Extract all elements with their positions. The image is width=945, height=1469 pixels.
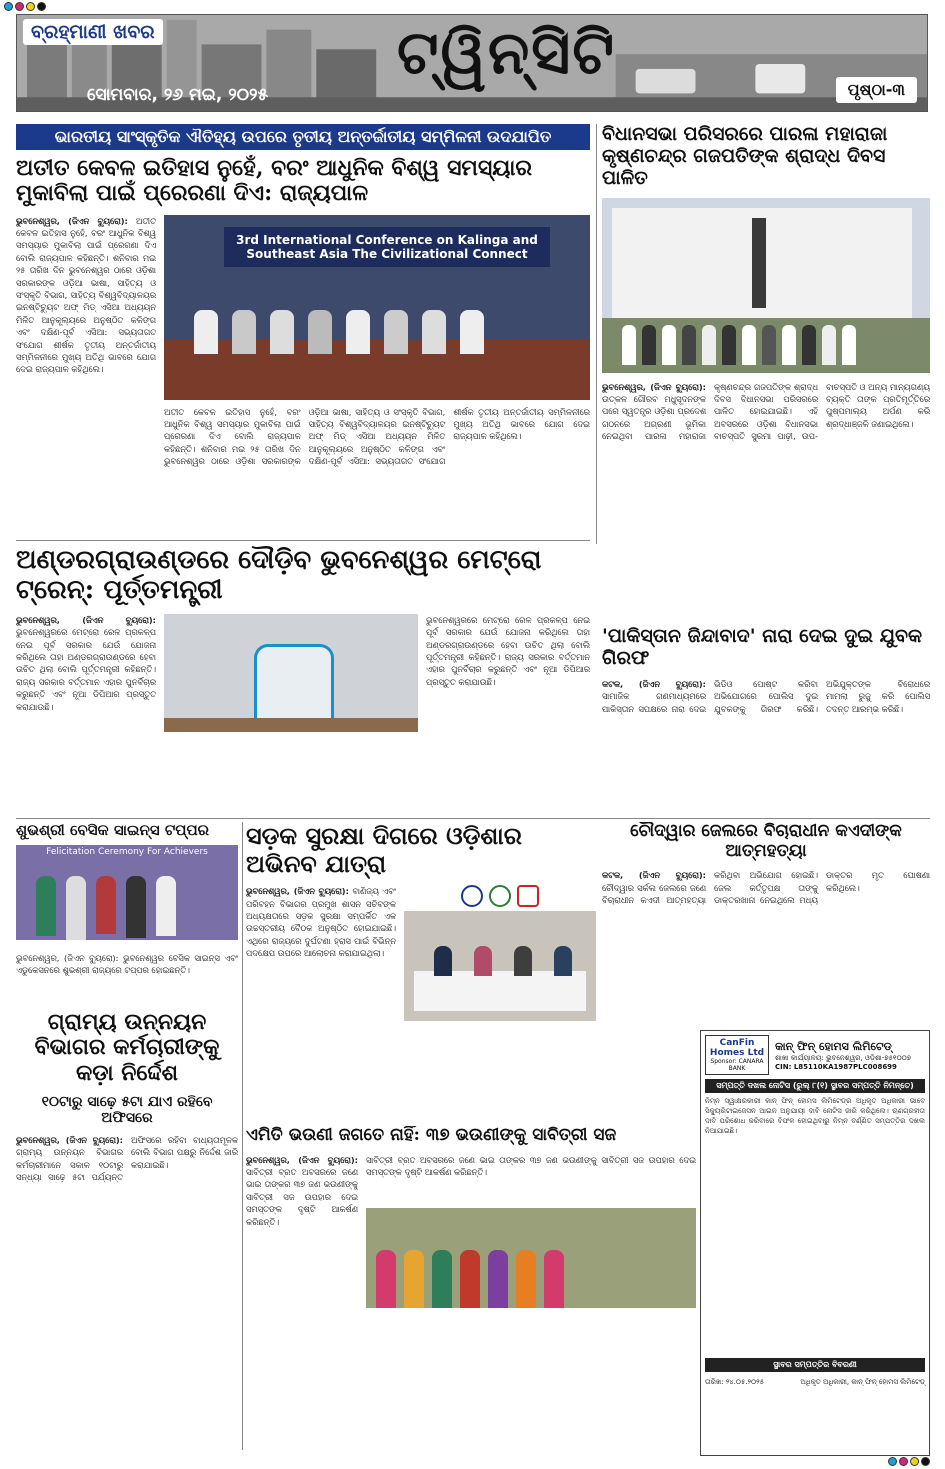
road-safety-body	[246, 885, 396, 1122]
top-story-body: ଅତୀତ କେବଳ ଇତିହାସ ନୁହେଁ, ବରଂ ଆଧୁନିକ ବିଶ୍ୱ ସମସ୍ୟାର ମୁକାବିଲା ପାଇଁ ପ୍ରେରଣା ଦିଏ ବୋଲି ରାଜ୍ୟପାଳ କହିଛନ୍ତି। ଶନିବାର ମଇ ୨୫ ତାରିଖ ଦିନ ଭୁବନେଶ୍ୱର ଠାରେ ଓଡ଼ିଶା ସରକାରଙ୍କ ଓଡ଼ିଆ ଭାଷା, ସାହିତ୍ୟ ଓ ସଂସ୍କୃତି ବିଭାଗ, ସାହିତ୍ୟ ବିଶ୍ୱବିଦ୍ୟାଳୟର ଇନଷ୍ଟିଚ୍ୟୁଟ ଅଫ୍ ମିଡ୍ ଏସିଆ ଅଧ୍ୟୟନ ମିଳିତ ଆନୁକୂଲ୍ୟରେ ଅନୁଷ୍ଠିତ କଳିଙ୍ଗ ଏବଂ ଦକ୍ଷିଣ-ପୂର୍ବ ଏସିଆ: ସଭ୍ୟତାଗତ ସଂଯୋଗ ଶୀର୍ଷକ ତୃତୀୟ ଅନ୍ତର୍ଜାତୀୟ ସମ୍ମିଳନୀରେ ମୁଖ୍ୟ ଅତିଥି ଭାବରେ ଯୋଗ ଦେଇ ରାଜ୍ୟପାଳ କହିଥିଲେ।	[16, 215, 156, 375]
conference-banner: 3rd International Conference on Kalinga and Southeast Asia The Civilizational Connect	[224, 227, 550, 267]
notice-body: ନିମ୍ନ ସ୍ୱାକ୍ଷରକାରୀ କାନ୍ ଫିନ୍ ହୋମସ ଲିମିଟେଡ୍‌ର ଅଧିକୃତ ଅଧିକାରୀ ଭାବେ ସିକ୍ୟୁରିଟାଇଜେସନ ଆଇନ ଅନୁଯାୟୀ ଦାବି ନୋଟିସ ଜାରି କରିଥିଲେ। ଋଣଗ୍ରହୀତା ଦାବି ପରିଶୋଧ କରିବାରେ ବିଫଳ ହୋଇଥିବାରୁ ନିମ୍ନ ବର୍ଣ୍ଣିତ ସମ୍ପତ୍ତିର ଦଖଲ ନିଆଯାଇଛି।	[705, 1097, 925, 1135]
pakistan-text: ସାମାଜିକ ଗଣମାଧ୍ୟମରେ ପାକିସ୍ତାନ ସପକ୍ଷରେ ନାରା ଦେଇ ଭିଡିଓ ପୋଷ୍ଟ କରିବା ଅଭିଯୋଗରେ ପୋଲିସ ଦୁଇ ଯୁବକଙ୍କୁ ଗିରଫ କରିଛି। ଅଭିଯୁକ୍ତଙ୍କ ବିରୋଧରେ ମାମଲା ରୁଜୁ କରି ପୋଲିସ ତଦନ୍ତ ଆରମ୍ଭ କରିଛି।	[602, 678, 930, 714]
top-story-headline: ଅତୀତ କେବଳ ଇତିହାସ ନୁହେଁ, ବରଂ ଆଧୁନିକ ବିଶ୍ୱ ସମସ୍ୟାର ମୁକାବିଲା ପାଇଁ ପ୍ରେରଣା ଦିଏ: ରାଜ୍ୟପାଳ	[16, 155, 533, 207]
savitri-dateline: ଭୁବନେଶ୍ୱର, (ଜିଏନ ବ୍ୟୁରୋ):	[246, 1154, 358, 1165]
possession-notice	[700, 1030, 930, 1456]
rural-dev-dateline: ଭୁବନେଶ୍ୱର, (ଜିଏନ ବ୍ୟୁରୋ):	[16, 1135, 123, 1146]
page-number: ପୃଷ୍ଠା-୩	[836, 77, 917, 103]
transport-logo-icon	[489, 885, 511, 907]
notice-company: କାନ୍ ଫିନ୍ ହୋମସ ଲିମିଟେଡ୍	[775, 1039, 892, 1053]
subhashree-story	[16, 822, 238, 950]
savitri-text: ସାବିତ୍ରୀ ବ୍ରତ ଅବସରରେ ଜଣେ ଭାଇ ତାଙ୍କର ୩୭ ଜଣ ଭଉଣୀଙ୍କୁ ସାବିତ୍ରୀ ସଜ ଉପହାର ଦେଇ ସମସ୍ତଙ୍କ ଦୃଷ୍ଟି ଆକର୍ଷଣ କରିଛନ୍ତି।	[246, 1166, 358, 1227]
top-story-body-continued: ଅତୀତ କେବଳ ଇତିହାସ ନୁହେଁ, ବରଂ ଆଧୁନିକ ବିଶ୍ୱ ସମସ୍ୟାର ମୁକାବିଲା ପାଇଁ ପ୍ରେରଣା ଦିଏ ବୋଲି ରାଜ୍ୟପାଳ କହିଛନ୍ତି। ଶନିବାର ମଇ ୨୫ ତାରିଖ ଦିନ ଭୁବନେଶ୍ୱର ଠାରେ ଓଡ଼ିଶା ସରକାରଙ୍କ ଓଡ଼ିଆ ଭାଷା, ସାହିତ୍ୟ ଓ ସଂସ୍କୃତି ବିଭାଗ, ସାହିତ୍ୟ ବିଶ୍ୱବିଦ୍ୟାଳୟର ଇନଷ୍ଟିଚ୍ୟୁଟ ଅଫ୍ ମିଡ୍ ଏସିଆ ଅଧ୍ୟୟନ ମିଳିତ ଆନୁକୂଲ୍ୟରେ ଅନୁଷ୍ଠିତ କଳିଙ୍ଗ ଏବଂ ଦକ୍ଷିଣ-ପୂର୍ବ ଏସିଆ: ସଭ୍ୟତାଗତ ସଂଯୋଗ ଶୀର୍ଷକ ତୃତୀୟ ଅନ୍ତର୍ଜାତୀୟ ସମ୍ମିଳନୀରେ ମୁଖ୍ୟ ଅତିଥି ଭାବରେ ଯୋଗ ଦେଇ ରାଜ୍ୟପାଳ କହିଥିଲେ।	[164, 406, 590, 467]
cmyk-registration-marks-bottom	[888, 1457, 930, 1466]
metro-dateline: ଭୁବନେଶ୍ୱର, (ଜିଏନ ବ୍ୟୁରୋ):	[16, 614, 156, 625]
logo-text: CanFin Homes Ltd	[709, 1038, 765, 1058]
pakistan-body	[602, 678, 930, 816]
vidhansabha-photo	[602, 198, 930, 373]
vidhansabha-text: ଉତ୍କଳ ଗୌରବ ମଧୁସୂଦନଙ୍କ ପରେ ସ୍ୱତନ୍ତ୍ର ଓଡ଼ିଶା ପ୍ରଦେଶ ଗଠନରେ ଅଗ୍ରଣୀ ଭୂମିକା ନେଇଥିବା ପାରଳା ମହାରାଜା କୃଷ୍ଣଚନ୍ଦ୍ର ଗଜପତିଙ୍କ ଶ୍ରାଦ୍ଧ ଦିବସ ବିଧାନସଭା ପରିସରରେ ପାଳିତ ହୋଇଯାଇଛି। ଏହି ଅବସରରେ ଓଡ଼ିଶା ବିଧାନସଭା ବାଚସ୍ପତି ସୁରମା ପାଢ଼ୀ, ଉପ-ବାଚସ୍ପତି ଓ ଅନ୍ୟ ମାନ୍ୟଗଣ୍ୟ ବ୍ୟକ୍ତି ତାଙ୍କ ପ୍ରତିମୂର୍ତ୍ତିରେ ପୁଷ୍ପମାଲ୍ୟ ଅର୍ପଣ କରି ଶ୍ରଦ୍ଧାଞ୍ଜଳି ଜଣାଇଥିଲେ।	[602, 381, 930, 442]
road-safety-meeting-photo	[404, 911, 596, 1021]
choudwar-story	[602, 822, 930, 1022]
subhashree-body: ଭୁବନେଶ୍ୱର, (ଜିଏନ ବ୍ୟୁରୋ): ଭୁବନେଶ୍ୱର ବେସିକ ସାଇନ୍ସ ଏବଂ ଏଡୁକେସନରେ ଶୁଭଶ୍ରୀ ରାଜ୍ୟରେ ଟପ୍‌ପର ହୋଇଛନ୍ତି।	[16, 953, 238, 976]
metro-story	[16, 546, 590, 814]
notice-cin: CIN: L85110KA1987PLC008699	[775, 1062, 897, 1071]
road-safety-headline: ସଡ଼କ ସୁରକ୍ଷା ଦିଗରେ ଓଡ଼ିଶାର ଅଭିନବ ଯାତ୍ରା	[246, 822, 522, 878]
savitri-headline: ଏମିତି ଭଉଣୀ ଜଗତେ ନାହିଁ: ୩୭ ଭଉଣୀଙ୍କୁ ସାବିତ୍ରୀ ସଜ	[246, 1126, 617, 1145]
rural-dev-text: ଗ୍ରାମ୍ୟ ଉନ୍ନୟନ ବିଭାଗର କର୍ମଚାରୀମାନେ ସକାଳ ୧୦ଟାରୁ ସନ୍ଧ୍ୟା ସାଢ଼େ ୫ଟା ପର୍ଯ୍ୟନ୍ତ ଅଫିସରେ ରହିବା ବାଧ୍ୟତାମୂଳକ ବୋଲି ବିଭାଗ ପକ୍ଷରୁ ନିର୍ଦ୍ଦେଶ ଜାରି କରାଯାଇଛି।	[16, 1135, 238, 1183]
notice-signature: ଅଧିକୃତ ଅଧିକାରୀ, କାନ୍ ଫିନ୍ ହୋମସ ଲିମିଟେଡ୍	[800, 1378, 925, 1386]
felicitation-photo	[16, 845, 238, 940]
road-safety-logo-icon	[517, 885, 539, 907]
metro-body-col1	[16, 614, 156, 814]
notice-title: ସମ୍ପତ୍ତି ଦଖଲ ନୋଟିସ (ରୁଲ୍ ୮(୧) ସ୍ଥାବର ସମ୍ପତ୍ତି ନିମନ୍ତେ)	[705, 1079, 925, 1093]
emblem-icon	[461, 885, 483, 907]
top-story-kicker: ଭାରତୀୟ ସାଂସ୍କୃତିକ ଐତିହ୍ୟ ଉପରେ ତୃତୀୟ ଅନ୍ତର୍ଜାତୀୟ ସମ୍ମିଳନୀ ଉଦଯାପିତ	[16, 124, 590, 150]
choudwar-text: ଚୌଦ୍ୱାର ସର୍କଲ ଜେଲରେ ଜଣେ ବିଚାରାଧୀନ କଏଦୀ ଆତ୍ମହତ୍ୟା କରିଥିବା ଅଭିଯୋଗ ହୋଇଛି। ଜେଲ କର୍ତ୍ତୃପକ୍ଷ ତାଙ୍କୁ ଡାକ୍ତରଖାନା ନେଇଥିଲେ ମଧ୍ୟ ଡାକ୍ତର ମୃତ ଘୋଷଣା କରିଥିଲେ।	[602, 870, 930, 905]
road-safety-text: ବାଣିଜ୍ୟ ଏବଂ ପରିବହନ ବିଭାଗର ପ୍ରମୁଖ ଶାସନ ସଚିବଙ୍କ ଅଧ୍ୟକ୍ଷତାରେ ସଡ଼କ ସୁରକ୍ଷା ସମ୍ପର୍କିତ ଏକ ଉଚ୍ଚସ୍ତରୀୟ ବୈଠକ ଅନୁଷ୍ଠିତ ହୋଇଯାଇଛି। ଏଥିରେ ରାଜ୍ୟରେ ଦୁର୍ଘଟଣା ହ୍ରାସ ପାଇଁ ବିଭିନ୍ନ ପଦକ୍ଷେପ ଉପରେ ଆଲୋଚନା କରାଯାଇଥିଲା।	[246, 886, 396, 959]
notice-schedule-title: ସ୍ଥାବର ସମ୍ପତ୍ତିର ବିବରଣୀ	[705, 1358, 925, 1372]
road-safety-dateline: ଭୁବନେଶ୍ୱର, (ଜିଏନ ବ୍ୟୁରୋ):	[246, 886, 349, 897]
vidhansabha-headline: ବିଧାନସଭା ପରିସରରେ ପାରଳା ମହାରାଜା କୃଷ୍ଣଚନ୍ଦ୍ର ଗଜପତିଙ୍କ ଶ୍ରାଦ୍ଧ ଦିବସ ପାଳିତ	[602, 124, 888, 189]
metro-headline: ଅଣ୍ଡରଗ୍ରାଉଣ୍ଡରେ ଦୌଡ଼ିବ ଭୁବନେଶ୍ୱର ମେଟ୍ରୋ ଟ୍ରେନ୍: ପୂର୍ତ୍ତମନ୍ତ୍ରୀ	[16, 546, 542, 605]
choudwar-headline: ଚୌଦ୍ୱାର ଜେଲରେ ବିଚାରାଧୀନ କଏଦୀଙ୍କ ଆତ୍ମହତ୍ୟା	[630, 822, 902, 861]
notice-date: ତାରିଖ: ୨୪.୦୫.୨୦୨୫	[705, 1378, 764, 1386]
notice-address: ଶାଖା କାର୍ଯ୍ୟାଳୟ: ଭୁବନେଶ୍ୱର, ଓଡ଼ିଶା-୭୫୧୦୦୭	[775, 1053, 911, 1062]
top-story-body-col1	[16, 215, 156, 524]
choudwar-dateline: କଟକ, (ଜିଏନ ବ୍ୟୁରୋ):	[602, 870, 706, 881]
felicitation-banner: Felicitation Ceremony For Achievers	[46, 847, 208, 858]
logo-sub: Sponsor: CANARA BANK	[710, 1058, 764, 1072]
rural-dev-headline: ଗ୍ରାମ୍ୟ ଉନ୍ନୟନ ବିଭାଗର କର୍ମଚାରୀଙ୍କୁ କଡ଼ା ନିର୍ଦ୍ଦେଶ	[34, 1010, 220, 1086]
vidhansabha-body	[602, 381, 930, 611]
rural-dev-story	[16, 1010, 238, 1450]
paper-name: ବ୍ରହ୍ମାଣୀ ଖବର	[23, 19, 163, 45]
savitri-photo	[366, 1208, 696, 1308]
choudwar-body	[602, 869, 930, 1009]
pakistan-headline: 'ପାକିସ୍ତାନ ଜିନ୍ଦାବାଦ' ନାରା ଦେଇ ଦୁଇ ଯୁବକ ଗିରଫ	[602, 626, 923, 669]
top-story	[16, 124, 590, 524]
vidhansabha-dateline: ଭୁବନେଶ୍ୱର, (ଜିଏନ ବ୍ୟୁରୋ):	[602, 381, 706, 392]
metro-train-photo	[164, 614, 418, 732]
subhashree-headline: ଶୁଭଶ୍ରୀ ବେସିକ ସାଇନ୍ସ ଟପ୍‌ପର	[16, 822, 210, 839]
metro-body-col3: ଭୁବନେଶ୍ୱରରେ ମେଟ୍ରୋ ରେଳ ପ୍ରକଳ୍ପ ନେଇ ପୂର୍ବ ସରକାର ଯେଉଁ ଯୋଜନା କରିଥିଲେ ତାହା ଅଣ୍ଡରଗ୍ରାଉଣ୍ଡରେ ହେବା ଉଚିତ ଥିଲା ବୋଲି ପୂର୍ତ୍ତମନ୍ତ୍ରୀ କହିଛନ୍ତି। ରାଜ୍ୟ ସରକାର ବର୍ତ୍ତମାନ ଏହାର ପୁନର୍ବିଚାର କରୁଛନ୍ତି ଏବଂ ନୂଆ ଡିପିଆର ପ୍ରସ୍ତୁତ କରାଯାଉଛି।	[426, 614, 590, 687]
savitri-story	[246, 1126, 696, 1456]
road-safety-story	[246, 822, 596, 1122]
conference-photo	[164, 215, 590, 400]
rural-dev-subhead: ୧୦ଟାରୁ ସାଢ଼େ ୫ଟା ଯାଏ ରହିବେ ଅଫିସରେ	[41, 1093, 213, 1126]
pakistan-story	[602, 626, 930, 816]
cmyk-registration-marks	[4, 2, 46, 11]
masthead	[16, 14, 928, 112]
canfin-logo	[705, 1035, 769, 1075]
savitri-body	[246, 1154, 358, 1434]
section-title: ଟ୍ୱିନ୍‌ସିଟି	[397, 18, 616, 88]
top-story-dateline: ଭୁବନେଶ୍ୱର, (ଜିଏନ ବ୍ୟୁରୋ):	[16, 215, 128, 226]
issue-date: ସୋମବାର, ୨୬ ମଇ, ୨୦୨୫	[87, 85, 269, 105]
pakistan-dateline: କଟକ, (ଜିଏନ ବ୍ୟୁରୋ):	[602, 678, 706, 689]
metro-text: ଭୁବନେଶ୍ୱରରେ ମେଟ୍ରୋ ରେଳ ପ୍ରକଳ୍ପ ନେଇ ପୂର୍ବ ସରକାର ଯେଉଁ ଯୋଜନା କରିଥିଲେ ତାହା ଅଣ୍ଡରଗ୍ରାଉଣ୍ଡରେ ହେବା ଉଚିତ ଥିଲା ବୋଲି ପୂର୍ତ୍ତମନ୍ତ୍ରୀ କହିଛନ୍ତି। ରାଜ୍ୟ ସରକାର ବର୍ତ୍ତମାନ ଏହାର ପୁନର୍ବିଚାର କରୁଛନ୍ତି ଏବଂ ନୂଆ ଡିପିଆର ପ୍ରସ୍ତୁତ କରାଯାଉଛି।	[16, 627, 156, 712]
rural-dev-body	[16, 1134, 238, 1450]
savitri-body-continued: ସାବିତ୍ରୀ ବ୍ରତ ଅବସରରେ ଜଣେ ଭାଇ ତାଙ୍କର ୩୭ ଜଣ ଭଉଣୀଙ୍କୁ ସାବିତ୍ରୀ ସଜ ଉପହାର ଦେଇ ସମସ୍ତଙ୍କ ଦୃଷ୍ଟି ଆକର୍ଷଣ କରିଛନ୍ତି।	[366, 1154, 696, 1177]
